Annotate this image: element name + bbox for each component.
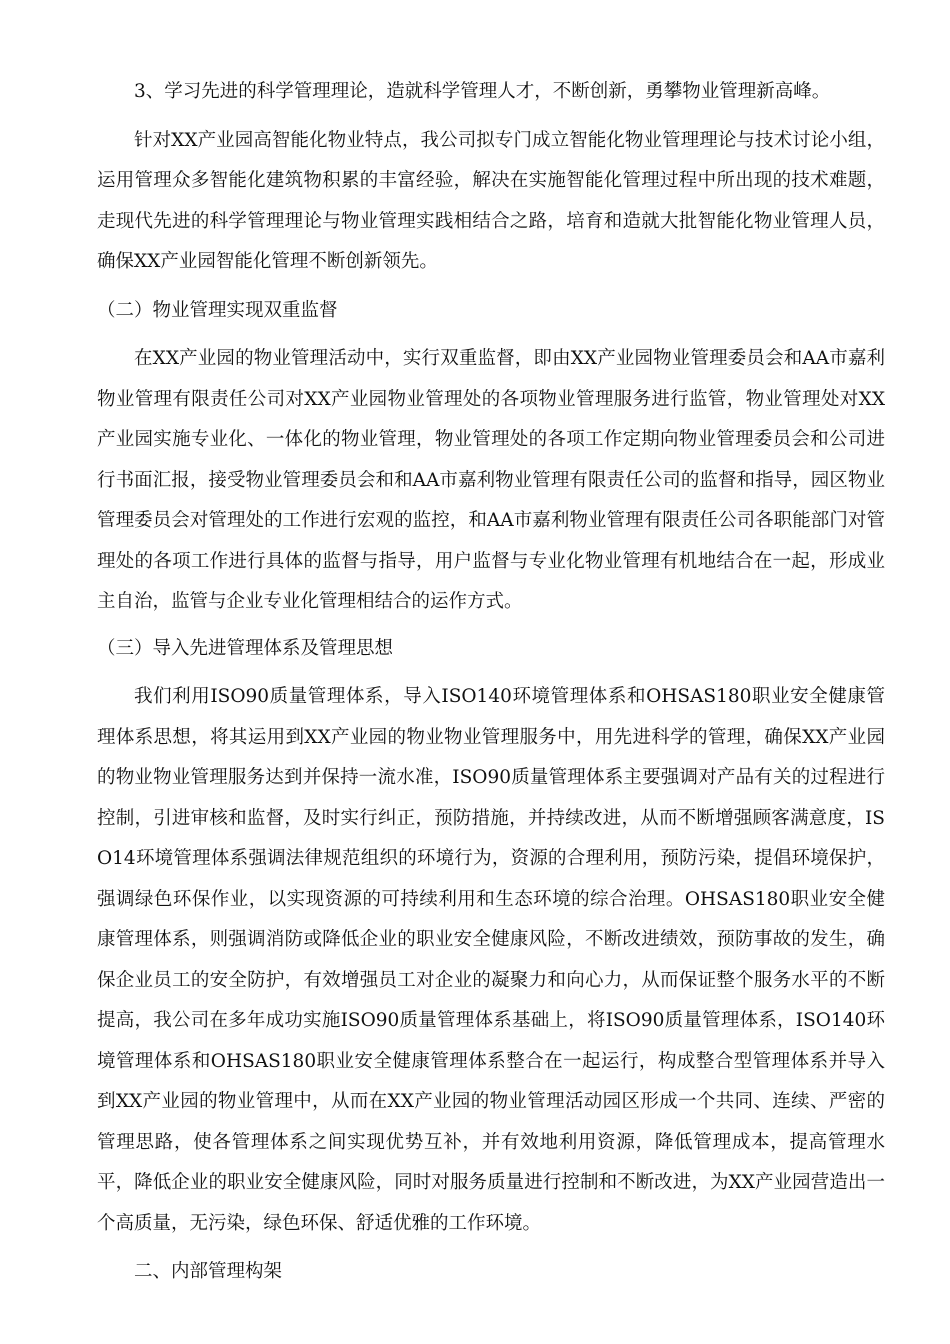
- document-page: [97, 72, 885, 1301]
- paragraph-item-3: 3、学习先进的科学管理理论，造就科学管理人才，不断创新，勇攀物业管理新高峰。: [134, 81, 831, 102]
- section-heading-management-system: （三）导入先进管理体系及管理思想: [97, 637, 394, 659]
- paragraph-intelligent-management: 针对XX产业园高智能化物业特点，我公司拟专门成立智能化物业管理理论与技术讨论小组，运用管理众多智能化建筑物积累的丰富经验，解决在实施智能化管理过程中所出现的技术难题，走现代先进的科学管理理论与物业管理实践相结合之路，培育和造就大批智能化物业管理人员，确保XX产业园智能化管理不断创新领先。: [97, 129, 885, 272]
- paragraph-dual-supervision: 在XX产业园的物业管理活动中，实行双重监督，即由XX产业园物业管理委员会和AA市嘉利物业管理有限责任公司对XX产业园物业管理处的各项物业管理服务进行监管，物业管理处对XX产业园实施专业化、一体化的物业管理，物业管理处的各项工作定期向物业管理委员会和公司进行书面汇报，接受物业管理委员会和和AA市嘉利物业管理有限责任公司的监督和指导，园区物业管理委员会对管理处的工作进行宏观的监控，和AA市嘉利物业管理有限责任公司各职能部门对管理处的各项工作进行具体的监督与指导，用户监督与专业化物业管理有机地结合在一起，形成业主自治，监管与企业专业化管理相结合的运作方式。: [97, 348, 885, 612]
- section-heading-dual-supervision: （二）物业管理实现双重监督: [97, 299, 338, 321]
- section-heading-internal-structure: 二、内部管理构架: [134, 1261, 283, 1282]
- paragraph-management-system: 我们利用ISO90质量管理体系，导入ISO140环境管理体系和OHSAS180职业安全健康管理体系思想，将其运用到XX产业园的物业物业管理服务中，用先进科学的管理，确保XX产业园的物业物业管理服务达到并保持一流水准，ISO90质量管理体系主要强调对产品有关的过程进行控制，引进审核和监督，及时实行纠正，预防措施，并持续改进，从而不断增强顾客满意度，ISO14环境管理体系强调法律规范组织的环境行为，资源的合理利用，预防污染，提倡环境保护，强调绿色环保作业，以实现资源的可持续利用和生态环境的综合治理。OHSAS180职业安全健康管理体系，则强调消防或降低企业的职业安全健康风险，不断改进绩效，预防事故的发生，确保企业员工的安全防护，有效增强员工对企业的凝聚力和向心力，从而保证整个服务水平的不断提高，我公司在多年成功实施ISO90质量管理体系基础上，将ISO90质量管理体系，ISO140环境管理体系和OHSAS180职业安全健康管理体系整合在一起运行，构成整合型管理体系并导入到XX产业园的物业管理中，从而在XX产业园的物业管理活动园区形成一个共同、连续、严密的管理思路，使各管理体系之间实现优势互补，并有效地利用资源，降低管理成本，提高管理水平，降低企业的职业安全健康风险，同时对服务质量进行控制和不断改进，为XX产业园营造出一个高质量，无污染，绿色环保、舒适优雅的工作环境。: [97, 686, 885, 1234]
